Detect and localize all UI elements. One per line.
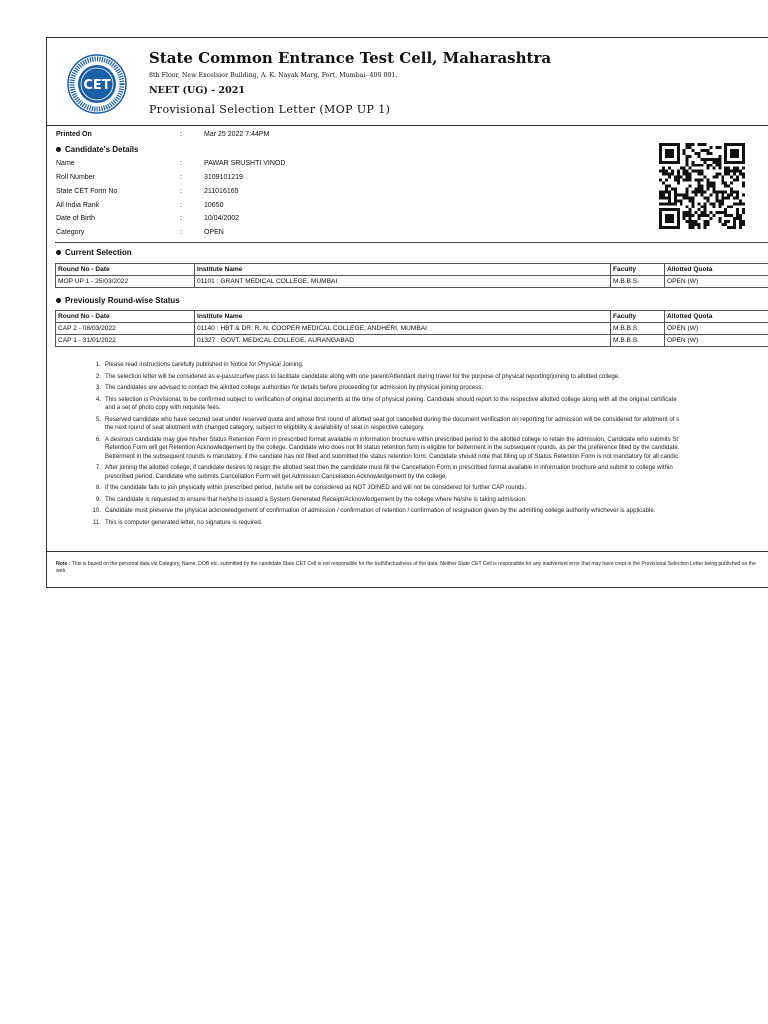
instruction-text: The candidate is requested to ensure that he/she is issued a System Generated Receipt/Acknowledgement by the college where he/she is taking admission. xyxy=(105,495,527,503)
table-row xyxy=(56,323,768,335)
candidate-details-label: Candidate's Details xyxy=(65,145,139,154)
instruction-number: 3. xyxy=(95,384,101,391)
instruction-text: This selection is Provisional, to be confirmed subject to verification of original documents at the time of physical joining. Candidate should report to the respective allotted college along with all the original certificate xyxy=(105,395,677,403)
printed-on-colon: : xyxy=(180,131,182,138)
instruction-text: The candidates are advised to contact the allotted college authorities for details before proceeding for admission by physical joining process. xyxy=(105,384,484,391)
exam-name: NEET (UG) - 2021 xyxy=(149,85,245,96)
printed-on-label: Printed On xyxy=(56,131,92,138)
instruction-item xyxy=(71,496,768,505)
field-label-form-no: State CET Form No xyxy=(56,188,118,195)
instruction-text: If the candidate fails to join physically within prescribed period, he/she will be considered as NOT JOINED and will not be considered for further CAP rounds. xyxy=(105,484,527,491)
table-header-row xyxy=(56,311,768,323)
candidate-details-heading xyxy=(56,145,138,154)
field-colon: : xyxy=(180,160,182,167)
field-colon: : xyxy=(180,174,182,181)
instruction-text: Please read instructions carefully published in Notice for Physical Joining. xyxy=(105,361,304,368)
instruction-item xyxy=(71,464,768,481)
field-label-dob: Date of Birth xyxy=(56,215,95,222)
col-header-quota: Allotted Quota xyxy=(665,311,768,323)
letter-title: Provisional Selection Letter (MOP UP 1) xyxy=(149,103,391,116)
instruction-text: The selection letter will be considered as e-pass/curfew pass to facilitate candidate along with one parent/Attendant during travel for the purpose of physical reporting/joining to allotted college. xyxy=(105,372,620,380)
field-value-dob: 10/04/2002 xyxy=(204,215,240,222)
instruction-item xyxy=(71,416,768,433)
field-colon: : xyxy=(180,202,182,209)
cell-faculty: M.B.B.S. xyxy=(611,335,665,347)
note-text: This is based on the personal data viz.Category, Name, DOB etc. submitted by the candidate.State CET Cell is not responsible for the truth/factualness of the data. Neither State CET Cell is responsible for any inadvertent error that may have crept in the Provisional Selection Letter being published on the web. xyxy=(56,561,756,574)
qr-code xyxy=(659,143,745,229)
previous-rounds-label: Previously Round-wise Status xyxy=(65,296,180,305)
instruction-text: prescribed period. Candidate who submits Cancellation Form will get Admission Cancellation Acknowledgement by the college. xyxy=(105,472,448,480)
field-value-name: PAWAR SRUSHTI VINOD xyxy=(204,160,286,167)
col-header-round: Round No - Date xyxy=(56,311,195,323)
bullet-icon xyxy=(56,298,61,303)
instruction-number: 11. xyxy=(92,518,101,526)
field-colon: : xyxy=(180,215,182,222)
instruction-item xyxy=(71,373,768,382)
cell-round: MOP UP 1 - 25/03/2022 xyxy=(56,276,195,288)
instruction-number: 9. xyxy=(95,495,101,503)
instruction-item xyxy=(71,384,768,393)
cell-faculty: M.B.B.S. xyxy=(611,323,665,335)
section-divider xyxy=(55,242,768,243)
instruction-number: 1. xyxy=(95,361,101,368)
bullet-icon xyxy=(56,147,61,152)
current-selection-table xyxy=(55,263,768,288)
instruction-text: After joining the allotted college, if candidate desires to resign the allotted seat then the candidate must fill the Cancellation Form in prescribed format available in information brochure and submit to college within xyxy=(105,464,673,471)
col-header-institute: Institute Name xyxy=(195,311,611,323)
instruction-number: 10. xyxy=(92,507,101,514)
col-header-quota: Allotted Quota xyxy=(665,264,768,276)
logo-text: CET xyxy=(83,78,111,93)
instruction-item xyxy=(71,519,768,528)
instruction-item xyxy=(71,507,768,516)
instruction-number: 6. xyxy=(95,435,101,443)
cet-cell-logo xyxy=(67,54,127,114)
cell-quota: OPEN (W) xyxy=(665,276,768,288)
table-header-row xyxy=(56,264,768,276)
instruction-text: Retention Form will get Retention Acknowledgement by the college. Candidate who does not fill status retention form is eligible for betterment in the subsequent rounds, as per the preference filled by the candidate. xyxy=(105,444,680,451)
selection-letter-sheet xyxy=(46,37,768,588)
field-label-rank: All India Rank xyxy=(56,202,100,209)
instruction-text: This is computer generated letter, no signature is required. xyxy=(105,518,263,526)
instruction-text: the next round of seat allotment with changed category, subject to eligibility & availability of seat in respective category. xyxy=(105,424,425,431)
instruction-item xyxy=(71,436,768,462)
previous-rounds-table xyxy=(55,310,768,347)
cell-institute: 01327 : GOVT. MEDICAL COLLEGE, AURANGABAD xyxy=(195,335,611,347)
instruction-number: 2. xyxy=(95,372,101,380)
field-label-name: Name xyxy=(56,160,75,167)
col-header-faculty: Faculty xyxy=(611,264,665,276)
instruction-text: A desirous candidate may give his/her Status Retention Form in prescribed format available in information brochure within prescribed period to the allotted college to retain the admission. Candidate who submits St xyxy=(105,435,679,443)
cell-round: CAP 2 - 08/03/2022 xyxy=(56,323,195,335)
instruction-text: Betterment in the subsequent rounds is mandatory, if the candiate has not filled and submitted the status retention form. Candidate should note that filling up of Status Retention Form is not mandatory for all candic xyxy=(105,452,679,460)
bullet-icon xyxy=(56,250,61,255)
instruction-item xyxy=(71,484,768,493)
instruction-text: Reserved candidate who have secured seat under reserved quota and whose first round of allotted seat got cancelled during the document verification on reporting for admission will be considered for allotment of s xyxy=(105,415,680,423)
instruction-number: 4. xyxy=(95,395,101,403)
cell-quota: OPEN (W) xyxy=(665,335,768,347)
field-value-rank: 10650 xyxy=(204,202,224,209)
instruction-item xyxy=(71,361,768,370)
cell-address: 8th Floor, New Excelsior Building, A. K. Nayak Marg, Fort, Mumbai- 400 001. xyxy=(149,72,398,79)
field-value-form-no: 211016165 xyxy=(204,188,239,195)
current-selection-heading xyxy=(56,248,132,257)
table-row xyxy=(56,276,768,288)
field-label-roll-number: Roll Number xyxy=(56,174,95,181)
instruction-item xyxy=(71,396,768,413)
footer-divider xyxy=(47,551,768,552)
instruction-number: 8. xyxy=(95,484,101,491)
printed-on-value: Mar 25 2022 7:44PM xyxy=(204,131,270,138)
letter-header xyxy=(47,38,768,126)
field-label-category: Category xyxy=(56,229,85,236)
field-colon: : xyxy=(180,229,182,236)
cell-round: CAP 1 - 31/01/2022 xyxy=(56,335,195,347)
cell-institute: 01140 : HBT & DR. R. N. COOPER MEDICAL COLLEGE, ANDHERI, MUMBAI xyxy=(195,323,611,335)
col-header-faculty: Faculty xyxy=(611,311,665,323)
cell-title: State Common Entrance Test Cell, Maharashtra xyxy=(149,49,552,67)
note-label: Note : xyxy=(56,561,71,567)
instruction-number: 5. xyxy=(95,415,101,423)
instructions-list xyxy=(71,361,768,530)
table-row xyxy=(56,335,768,347)
cell-institute: 01101 : GRANT MEDICAL COLLEGE, MUMBAI xyxy=(195,276,611,288)
field-value-category: OPEN xyxy=(204,229,224,236)
disclaimer-note xyxy=(56,561,762,575)
instruction-text: and a set of photo copy with requisite fees. xyxy=(105,404,221,411)
field-colon: : xyxy=(180,188,182,195)
cell-quota: OPEN (W) xyxy=(665,323,768,335)
instruction-number: 7. xyxy=(95,464,101,471)
previous-rounds-heading xyxy=(56,296,180,305)
col-header-round: Round No - Date xyxy=(56,264,195,276)
field-value-roll-number: 3109101219 xyxy=(204,174,243,181)
current-selection-label: Current Selection xyxy=(65,248,132,257)
col-header-institute: Institute Name xyxy=(195,264,611,276)
cell-faculty: M.B.B.S. xyxy=(611,276,665,288)
instruction-text: Candidate must preserve the physical acknowledgement of confirmation of admission / confirmation of retention / confirmation of resignation given by the admitting college authority whichever is applicable. xyxy=(105,507,656,514)
